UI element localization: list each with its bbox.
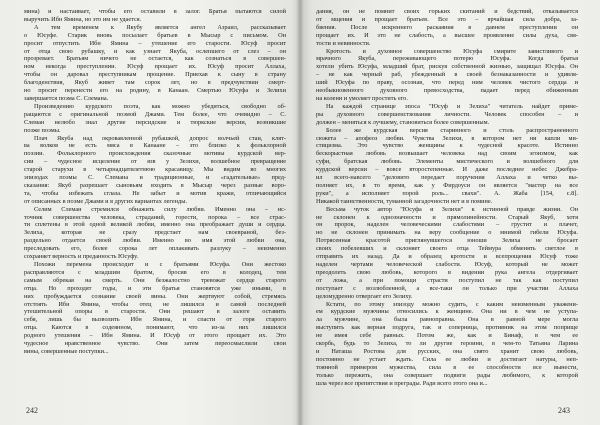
text-line: мина) и настаивает, чтобы его оставили в залог. Братья пытаются силой	[24, 8, 286, 15]
text-line: Произведению курдского поэта, как можно убедиться, свободно об-	[34, 102, 286, 110]
text-line: На каждой странице эпоса "Юсуф и Зелиха" читатель найдет приме-	[326, 102, 578, 110]
text-line: выступить как верная подруга, так и соперница, противник на этом поприще	[316, 324, 578, 332]
text-line: поэзии. Фольклорного происхождения сказочные мотивы курдской вер-	[24, 150, 286, 158]
right-page	[300, 0, 600, 425]
text-line: отстоять Ибн Ямина, чтобы отец не лишился и самой последней	[24, 300, 286, 308]
text-line: сказания: Якуб разрешает сыновьям входить в Мысыр через разные ворo-	[24, 181, 286, 189]
text-line: не склонен к однозначности и прямолинейности. Старый Якуб, хотя	[316, 213, 578, 221]
text-line: ти сплетены в этой одной великой любви, именно она преображает души и сердца.	[24, 221, 286, 229]
book-gutter	[296, 0, 304, 425]
text-line: Слеман нелюбо знал другие персидские и тюркские версии, возникшие	[24, 118, 286, 126]
text-line: завершается поэма С. Слемана.	[24, 94, 109, 102]
text-line: та, чтобы избежать сглаза. Не забыт и мотив кражи, отличающийся	[24, 189, 286, 197]
text-line: шла через все препятствия и преграды. Ради всего этого она и...	[316, 379, 488, 387]
text-line: чтобы он даровал преступникам прощение. Приехав к сыну в страну	[24, 71, 286, 79]
text-line: не имея себе равных. Потом же, как и Бинаф, в чем ее	[316, 332, 578, 340]
text-line: на колени и умоляет простить его.	[316, 94, 408, 102]
text-line: ращаются с оригинальной поэмой Джами. Тем более, что очевидно – С.	[24, 110, 286, 118]
text-line: Плач Якуба над окровавленной рубашкой, допрос волчьей стаи, клят-	[34, 134, 286, 142]
text-line: благоденствия, Якуб живет там сорок лет, но в предчувствии смерт-	[24, 79, 286, 87]
left-page-number: 242	[26, 406, 38, 415]
text-line: старой старухи в четырнадцатилетнюю красавицу. Мы видим во многих	[24, 166, 286, 174]
text-line: должен – меняться к лучшему, становиться более совершенным.	[316, 118, 490, 126]
text-line: мрачного Якуба, переживающего потерю Юсуфа. Когда братья	[316, 55, 578, 63]
text-line: Потрясенная красотой приглянувшегося юноши Зелиха не бросает	[316, 237, 578, 245]
text-line: дания, он не помнит своих горьких скитаний и бедствий, отказывается	[316, 8, 578, 15]
text-line: суфи, братская любовь. Элементы мистического и волшебного для	[316, 158, 578, 166]
text-line: родного утешения – Ибн Ямина. И Юсуф от этого прощает их. Это	[24, 332, 286, 340]
text-line: но просит перенести его на родину, в Канаан. Смертью Юсуфа и Зелихи	[24, 87, 286, 95]
text-line: Похожи перемена происходит и с братьями Юсуфа. Они жестоко	[34, 261, 286, 268]
text-line: Кстати, по этому эпизоду можно судить, с каким неизменным уважени-	[326, 300, 578, 308]
text-line: постоянно не устает ждать. Сила ее любви и достигает натуры, неп-	[316, 355, 578, 363]
text-line: бескорыстная любовь возвышает человека над своим эгоизмом, как	[316, 150, 578, 158]
left-page-text	[24, 8, 286, 356]
text-line: от ложа, а при помощи страсти поступил не так как поступил	[316, 276, 578, 284]
text-line: прозревает. Братьям ничего не остается, как сознаться в совершен-	[24, 55, 286, 63]
text-line: позже поэмы.	[24, 126, 61, 134]
text-line: отца. Но проходят годы, и эти братья становятся уже иными, в	[24, 284, 286, 292]
text-line: эпизодах поэмы С. Слемана и традиционные, и «гадательные» пред-	[24, 174, 286, 182]
text-line: бвения. После искреннего раскаяния в давнем преступлении он	[316, 23, 578, 31]
text-line: ры духовного совершенствования личности. Человек способен – и	[316, 110, 578, 118]
text-line: А тем временем к Якубу является ангел Азраил, рассказывает	[34, 23, 286, 31]
text-line: Селим Слеман стремился обнажить силу любви. Именно она – ис-	[34, 205, 286, 213]
text-line: только пережить, она совершает подвиги рады любимого, к которой	[316, 371, 578, 379]
text-line: руки", а исполняет порой роль... свахи". А. Жаба [154, с.8].	[316, 189, 578, 197]
text-line: хотели убить Юсуфа, младший брат, рискуя собственной жизнью, защищал Юсуфа. Он	[316, 63, 578, 71]
text-line: он пророк, наделен человеческими слабостями – грустит и плачет,	[316, 221, 578, 229]
text-line: преодолеть свою любовь, которого в видении рука ангела отдергивает	[316, 268, 578, 276]
right-page-text	[316, 8, 578, 388]
text-line: наделен чертами человеческой слабости. Юсуф, который не может	[316, 261, 578, 268]
text-line: курдской версии – вовсе второстепенные. И даже последнее небес Джебра-	[316, 166, 578, 174]
text-line: просит отпустить Ибн Ямина – утешение его старости. Юсуф просит	[24, 39, 286, 47]
text-line: и Наташа Ростова для русских, она свято хранит свою любовь,	[316, 347, 578, 355]
text-line: расправляются с младшим братом, бросив его в колодец, тем	[24, 268, 286, 276]
text-line: ла мужчине, она была равноправна. Она в равной мере могла	[316, 316, 578, 324]
text-line: Кротость и духовное совершенство Юсуфа смирите завистливого и	[326, 47, 578, 55]
text-line: о Юсуфе. Старик вновь посылает братьев в Мысыр с письмом. Он	[24, 31, 286, 39]
text-line: от мщения и прощает братьев. Все это – ярчайшая сила добра, за-	[316, 15, 578, 23]
text-line: скорбь, будь то Зелиха, то ли другие героини, в чем-то Татьяна Ларина	[316, 340, 578, 348]
text-line: сюжета – апофеоз любви. Чувства Зелихи, в котором нет ни капли ми-	[316, 134, 578, 142]
text-line: себя, лишь бы вызволить Ибн Ямина, и спасти от горя старого	[24, 316, 286, 324]
text-line: ший Юсуфа по праву, осознав, что перед ним человек чистого сердца и	[316, 79, 578, 87]
text-line: от описанных в поэме Джами и в других вариантах легенды.	[24, 197, 188, 205]
text-line: отца. Каются в содеянном, понимают, что из-за них лишился	[24, 324, 286, 332]
text-line: ил всего-навсего "деловито передает поручения Аллаха и четко вы-	[316, 174, 578, 182]
text-line: ном некогда преступлении. Юсуф прощает их. Юсуф просит Аллаха,	[24, 63, 286, 71]
text-line: от отца свою рубашку, и как узнает Якуба, ослепшего от слез – он	[24, 47, 286, 55]
text-line: ва волков не есть мяса в Канаане – это близко к фольклорной	[24, 142, 286, 150]
text-line: Никакой таинственности, туманной загадочности нет и в помине.	[316, 197, 493, 205]
text-line: утешительной опоры в старости. Они решают в залоге оставить	[24, 308, 286, 316]
text-line: сии – чудесное исцеление от язв у Зелихи, волшебное превращение	[24, 158, 286, 166]
text-line: ем курдские мужчины относились к женщине. Она ни в чем не уступа-	[316, 308, 578, 316]
text-line: них пробуждается сознание своей вины. Они жертвуют собой, стремясь	[24, 292, 286, 300]
text-line: тоянной примером мужества, сила в ее способности все вынести,	[316, 363, 578, 371]
text-line: вины, совершенные поступки...	[24, 347, 109, 355]
text-line: – не как черный раб, убежденный в своей безнаказанности и удивля-	[316, 71, 578, 79]
text-line: прощает их. И это не слабость, а высшее проявление силы духа, свя-	[316, 31, 578, 39]
right-page-number: 243	[558, 406, 570, 415]
text-line: выручить Ибн Ямина, но это им не удается.	[24, 15, 142, 23]
text-line: сохраняет верность и преданность Юсуфу.	[24, 253, 139, 261]
text-line: Более же курдская версия старинного и столь распространенного	[326, 126, 578, 134]
text-line: чудесное нравственное чувство. Они затем переосмыслили свои	[24, 340, 286, 348]
text-line: необыкновенного духовного превосходства, падает перед обиженным	[316, 87, 578, 95]
text-line: отправить их назад. Да и образец кротости и всепрощения Юсуф тоже	[316, 253, 578, 261]
text-line: поступает с возлюбленной, а все-таки он только при участии Аллаха	[316, 284, 578, 292]
text-line: своих побелевших и склоняет своего отца Теймура обменять светлое в	[316, 245, 578, 253]
text-line: тости и невинности.	[316, 39, 371, 47]
text-line: Весьма чуток автор "Юсуфа и Зелихи" к истинной правде жизни. Он	[326, 205, 578, 213]
text-line: но не склонен принимать на веру сообщение о мнимой гибели Юсуфа.	[316, 229, 578, 237]
text-line: точник совершенства человека, страданий, горести, порока – все страс-	[24, 213, 286, 221]
text-line: раздельно отдается своей любви. Именно во имя этой любви она,	[24, 237, 286, 245]
text-line: Зелиха, которая не сразу предстает нам своевраной, без-	[24, 229, 286, 237]
text-line: самым обрекая на смерть. Они безжалостно тревожат сердце старого	[24, 276, 286, 284]
text-line: целомудренно отвергает его Зелиху.	[316, 292, 413, 300]
text-line: стицизма. Это чувство женщины к чудесной красоте. Истинно	[316, 142, 578, 150]
text-line: полняет их, в то время, как у Фирдоуси он является "мастер на все	[316, 181, 578, 189]
text-line: преследовать его, более сорока лет оплакивать разлуку – неизменно	[24, 245, 286, 253]
